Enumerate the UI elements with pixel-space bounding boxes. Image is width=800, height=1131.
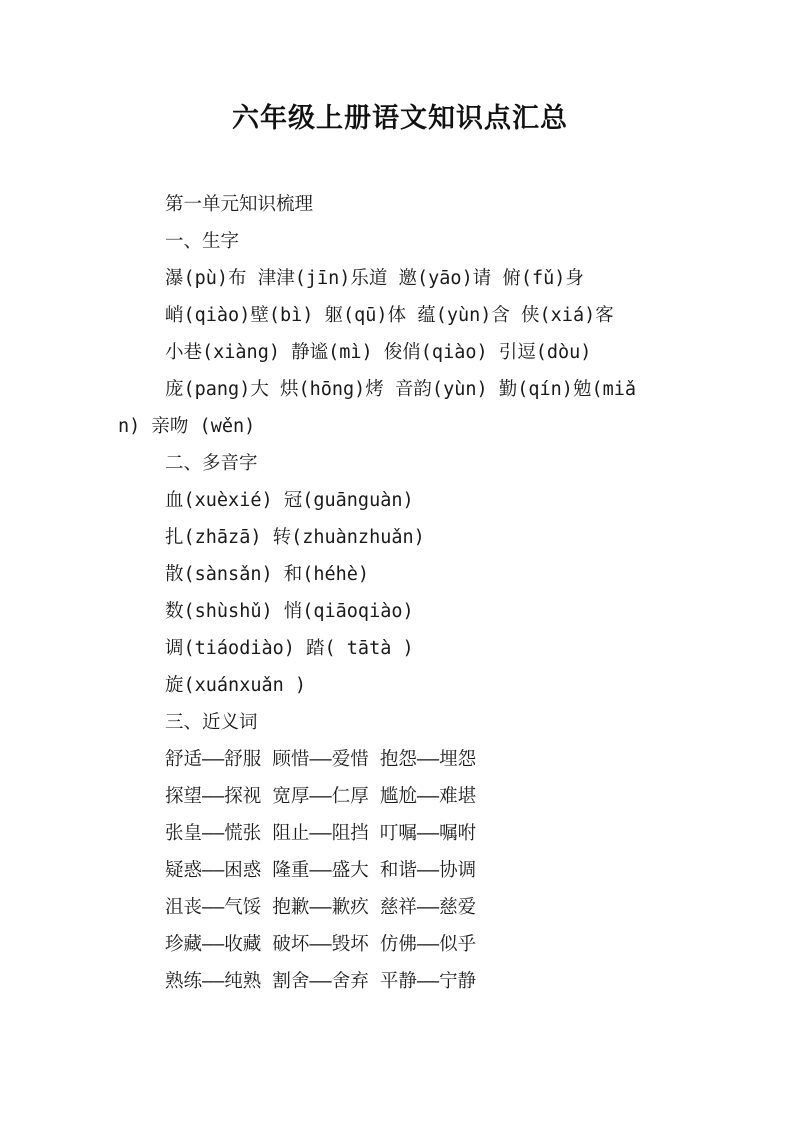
polyphone-line: 调(tiáodiào) 踏( tātà ) [165, 638, 414, 659]
new-characters-line-continued: n) 亲吻 (wěn) [118, 416, 256, 437]
new-characters-line: 庞(pang)大 烘(hōng)烤 音韵(yùn) 勤(qín)勉(miǎ [165, 379, 637, 400]
section-heading-new-characters: 一、生字 [165, 231, 240, 252]
synonym-line: 珍藏——收藏 破坏——毁坏 仿佛——似乎 [165, 934, 477, 955]
synonym-line: 疑惑——困惑 隆重——盛大 和谐——协调 [165, 860, 477, 881]
synonym-line: 沮丧——气馁 抱歉——歉疚 慈祥——慈爱 [165, 897, 477, 918]
new-characters-line: 峭(qiào)壁(bì) 躯(qū)体 蕴(yùn)含 侠(xiá)客 [165, 305, 614, 326]
document-body [118, 186, 688, 1000]
synonym-line: 探望——探视 宽厚——仁厚 尴尬——难堪 [165, 786, 477, 807]
polyphone-line: 血(xuèxié) 冠(guānguàn) [165, 490, 414, 511]
document-title: 六年级上册语文知识点汇总 [232, 103, 568, 134]
new-characters-line: 小巷(xiàng) 静谧(mì) 俊俏(qiào) 引逗(dòu) [165, 342, 592, 363]
polyphone-line: 扎(zhāzā) 转(zhuànzhuǎn) [165, 527, 425, 548]
polyphone-line: 旋(xuánxuǎn ) [165, 675, 307, 696]
polyphone-line: 数(shùshǔ) 悄(qiāoqiào) [165, 601, 414, 622]
synonym-line: 熟练——纯熟 割舍——舍弃 平静——宁静 [165, 971, 477, 992]
polyphone-line: 散(sànsǎn) 和(héhè) [165, 564, 370, 585]
unit-heading: 第一单元知识梳理 [165, 194, 314, 215]
synonym-line: 张皇——慌张 阻止——阻挡 叮嘱——嘱咐 [165, 823, 477, 844]
synonym-line: 舒适——舒服 顾惜——爱惜 抱怨——埋怨 [165, 749, 477, 770]
section-heading-polyphones: 二、多音字 [165, 453, 258, 474]
section-heading-synonyms: 三、近义词 [165, 712, 258, 733]
new-characters-line: 瀑(pù)布 津津(jīn)乐道 邀(yāo)请 俯(fǔ)身 [165, 268, 584, 289]
